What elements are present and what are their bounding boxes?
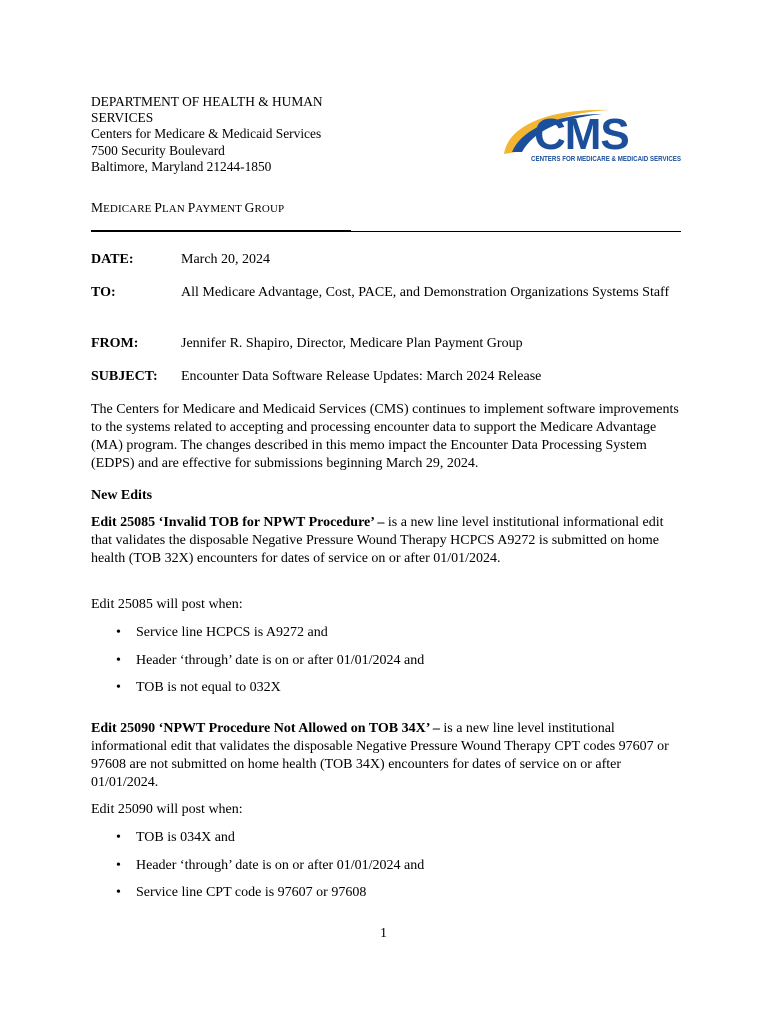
date-value: March 20, 2024 — [181, 252, 271, 267]
edit-25085-title: Edit 25085 ‘Invalid TOB for NPWT Procedure’ – — [91, 515, 385, 530]
bullet-icon: • — [116, 830, 121, 845]
to-label: TO: — [91, 285, 116, 300]
bullet-icon: • — [116, 680, 121, 695]
group-name: MEDICARE PLAN PAYMENT GROUP — [91, 200, 285, 215]
list-item: • Service line CPT code is 97607 or 97608 — [116, 885, 367, 900]
edit-25085-conditions — [91, 624, 691, 707]
cms-logo — [498, 106, 688, 166]
to-value: All Medicare Advantage, Cost, PACE, and Demonstration Organizations Systems Staff — [181, 285, 670, 300]
bullet-icon: • — [116, 625, 121, 640]
edit-25090-conditions — [91, 829, 691, 912]
list-item: • Header ‘through’ date is on or after 01/01/2024 and — [116, 857, 425, 873]
date-label: DATE: — [91, 252, 134, 267]
address-line: Centers for Medicare & Medicaid Services — [91, 126, 322, 142]
subject-label: SUBJECT: — [91, 369, 158, 384]
list-item: • TOB is not equal to 032X — [116, 680, 281, 695]
logo-wordmark: CMS — [534, 110, 629, 159]
subject-value: Encounter Data Software Release Updates: March 2024 Release — [181, 369, 542, 384]
from-value: Jennifer R. Shapiro, Director, Medicare Plan Payment Group — [181, 336, 523, 351]
logo-tagline: CENTERS FOR MEDICARE & MEDICAID SERVICES — [531, 154, 682, 163]
address-line: DEPARTMENT OF HEALTH & HUMAN — [91, 94, 323, 109]
bullet-icon: • — [116, 885, 121, 900]
edit-25085-body: is a new line level institutional informational edit that validates the disposable Negative Pressure Wound Therapy HCPCS A9272 is submitted on home health (TOB 32X) encounters for dates of service on or after 01/01/2024. — [91, 515, 664, 566]
edit-25085-paragraph — [91, 514, 686, 568]
page-number: 1 — [380, 926, 387, 941]
intro-paragraph: The Centers for Medicare and Medicaid Services (CMS) continues to implement software improvements to the systems related to accepting and processing encounter data to support the Medicare Advantage (MA) program. The changes described in this memo impact the Encounter Data Processing System (EDPS) and are effective for submissions beginning March 29, 2024. — [91, 402, 679, 471]
from-label: FROM: — [91, 336, 139, 351]
edit-25090-paragraph — [91, 720, 686, 792]
list-item: • TOB is 034X and — [116, 830, 235, 845]
address-line: Baltimore, Maryland 21244-1850 — [91, 158, 272, 174]
header-divider-thick — [91, 230, 351, 232]
edit-25090-body: is a new line level institutional informational edit that validates the disposable Negative Pressure Wound Therapy CPT codes 97607 or 97608 are not submitted on home health (TOB 34X) encounters for dates of service on or after 01/01/2024. — [91, 721, 669, 790]
new-edits-heading: New Edits — [91, 488, 153, 503]
edit-25090-post-when: Edit 25090 will post when: — [91, 802, 243, 817]
sender-address — [91, 94, 361, 175]
bullet-icon: • — [116, 652, 121, 668]
list-item: • Service line HCPCS is A9272 and — [116, 625, 328, 640]
list-item: • Header ‘through’ date is on or after 01/01/2024 and — [116, 652, 425, 668]
address-line: SERVICES — [91, 110, 154, 126]
edit-25085-post-when: Edit 25085 will post when: — [91, 597, 243, 612]
bullet-icon: • — [116, 857, 121, 873]
edit-25090-title: Edit 25090 ‘NPWT Procedure Not Allowed on TOB 34X’ – — [91, 721, 440, 736]
address-line: 7500 Security Boulevard — [91, 142, 225, 158]
